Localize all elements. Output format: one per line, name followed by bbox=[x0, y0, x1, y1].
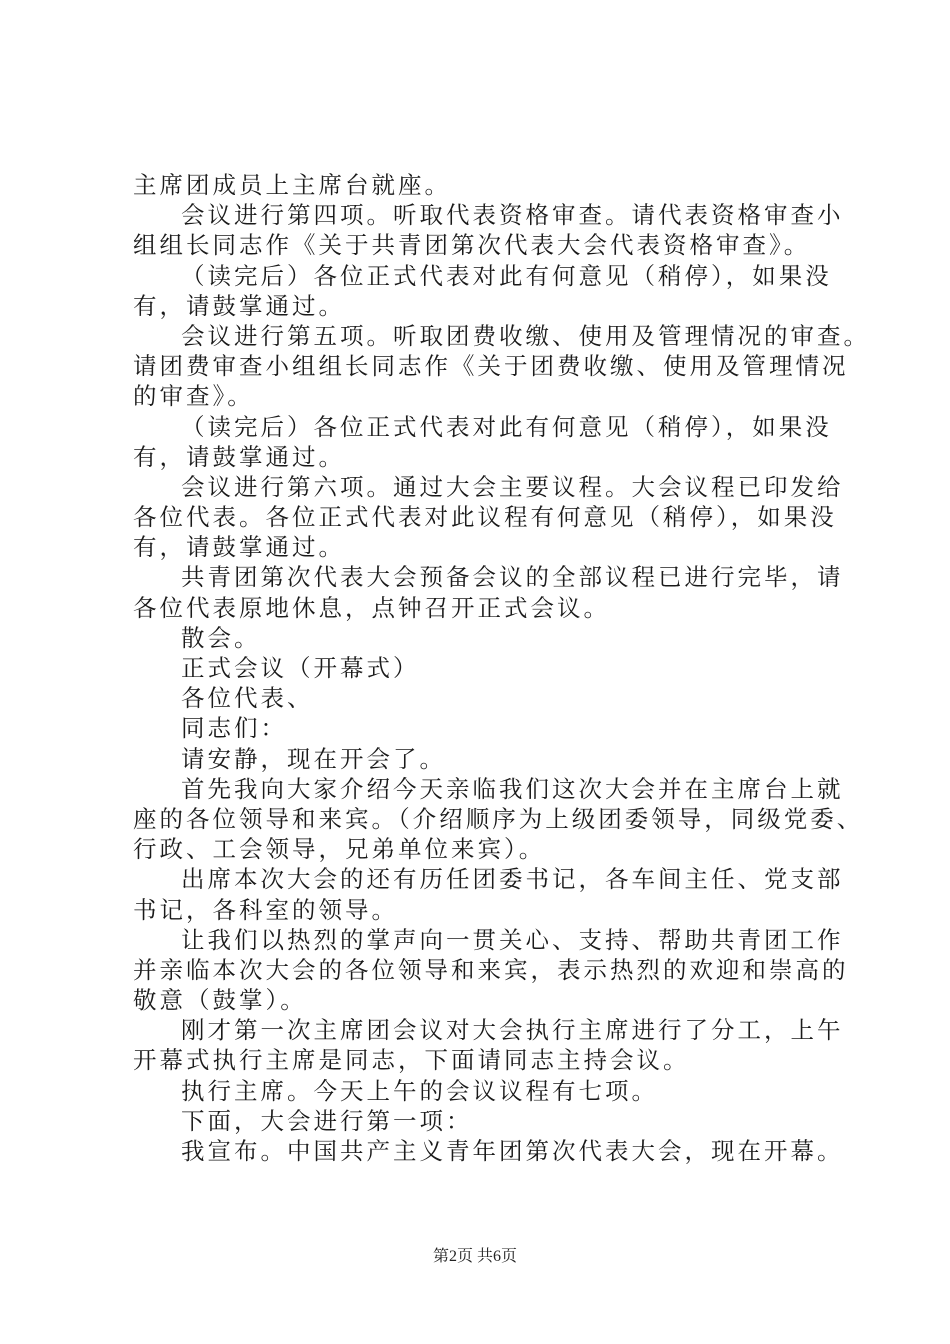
document-body bbox=[133, 170, 870, 1166]
text-line: 请安静，现在开会了。 bbox=[181, 744, 446, 773]
text-line: 执行主席。今天上午的会议议程有七项。 bbox=[181, 1076, 658, 1105]
text-line: 首先我向大家介绍今天亲临我们这次大会并在主席台上就 bbox=[181, 774, 844, 803]
text-line: 正式会议（开幕式） bbox=[181, 654, 420, 682]
text-line: 下面，大会进行第一项： bbox=[181, 1106, 473, 1135]
text-line: 敬意（鼓掌）。 bbox=[133, 986, 307, 1015]
text-line: 散会。 bbox=[181, 623, 261, 652]
text-line: 会议进行第四项。听取代表资格审查。请代表资格审查小 bbox=[181, 201, 844, 230]
text-line: 同志们： bbox=[181, 714, 287, 743]
text-line: 各位代表原地休息，点钟召开正式会议。 bbox=[133, 593, 610, 622]
page-number-footer: 第2页 共6页 bbox=[432, 1248, 517, 1265]
text-line: 有，请鼓掌通过。 bbox=[133, 291, 345, 320]
text-line: 有，请鼓掌通过。 bbox=[133, 533, 345, 562]
text-line: 我宣布。中国共产主义青年团第次代表大会，现在开幕。 bbox=[181, 1137, 844, 1165]
text-line: 有，请鼓掌通过。 bbox=[133, 442, 345, 471]
text-line: （读完后）各位正式代表对此有何意见（稍停），如果没 bbox=[181, 412, 832, 441]
text-line: 出席本次大会的还有历任团委书记，各车间主任、党支部 bbox=[181, 865, 844, 894]
text-line: 组组长同志作《关于共青团第次代表大会代表资格审查》。 bbox=[133, 231, 811, 260]
text-line: 书记，各科室的领导。 bbox=[133, 895, 398, 924]
text-line: 主席团成员上主席台就座。 bbox=[133, 171, 451, 199]
text-line: 各位代表、 bbox=[181, 684, 314, 713]
text-line: 的审查》。 bbox=[133, 382, 254, 411]
text-line: 请团费审查小组组长同志作《关于团费收缴、使用及管理情况 bbox=[133, 352, 849, 381]
text-line: （读完后）各位正式代表对此有何意见（稍停），如果没 bbox=[181, 261, 832, 290]
text-line: 行政、工会领导，兄弟单位来宾）。 bbox=[133, 835, 546, 864]
text-line: 开幕式执行主席是同志，下面请同志主持会议。 bbox=[133, 1046, 690, 1075]
text-line: 并亲临本次大会的各位领导和来宾，表示热烈的欢迎和崇高的 bbox=[133, 955, 849, 984]
text-line: 各位代表。各位正式代表对此议程有何意见（稍停），如果没 bbox=[133, 503, 837, 532]
text-line: 会议进行第六项。通过大会主要议程。大会议程已印发给 bbox=[181, 472, 844, 501]
text-line: 让我们以热烈的掌声向一贯关心、支持、帮助共青团工作 bbox=[181, 925, 844, 954]
text-line: 会议进行第五项。听取团费收缴、使用及管理情况的审查。 bbox=[181, 321, 870, 350]
text-line: 共青团第次代表大会预备会议的全部议程已进行完毕，请 bbox=[181, 563, 844, 592]
text-line: 刚才第一次主席团会议对大会执行主席进行了分工，上午 bbox=[181, 1016, 844, 1045]
text-line: 座的各位领导和来宾。（介绍顺序为上级团委领导，同级党委、 bbox=[133, 804, 864, 833]
